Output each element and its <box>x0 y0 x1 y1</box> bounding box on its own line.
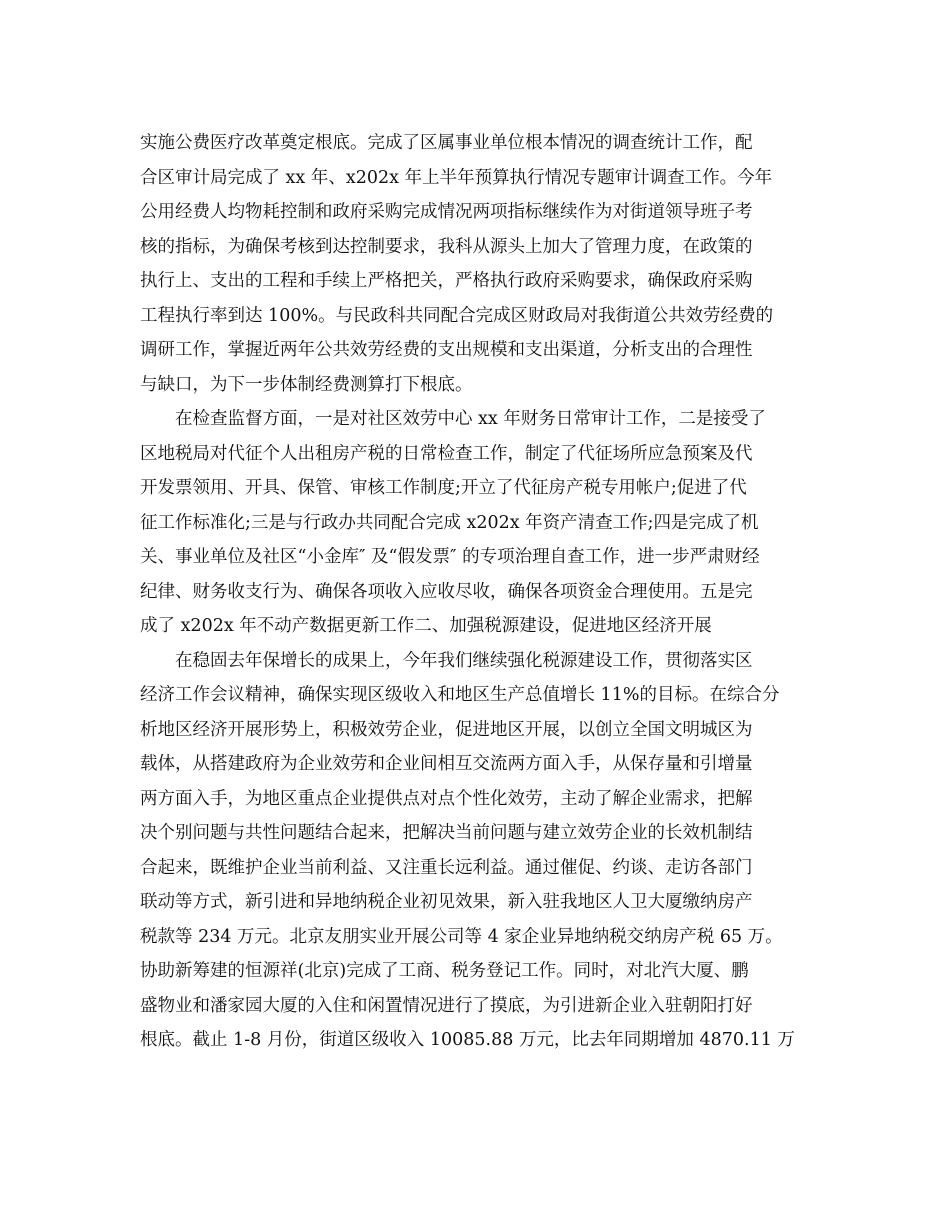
paragraph-2-line-7: 成了 x202x 年不动产数据更新工作二、加强税源建设，促进地区经济开展 <box>140 616 712 636</box>
paragraph-1-line-4: 核的指标，为确保考核到达控制要求，我科从源头上加大了管理力度，在政策的 <box>140 236 753 257</box>
paragraph-3-line-2: 经济工作会议精神，确保实现区级收入和地区生产总值增长 11%的目标。在综合分 <box>140 685 780 705</box>
paragraph-2-line-5: 关、事业单位及社区“小金库″ 及“假发票″ 的专项治理自查工作，进一步严肃财经 <box>140 547 760 567</box>
paragraph-1-line-2: 合区审计局完成了 xx 年、x202x 年上半年预算执行情况专题审计调查工作。今年 <box>140 167 773 188</box>
paragraph-3-line-6: 决个别问题与共性问题结合起来，把解决当前问题与建立效劳企业的长效机制结 <box>140 823 753 843</box>
paragraph-3-line-11: 盛物业和潘家园大厦的入住和闲置情况进行了摸底，为引进新企业入驻朝阳打好 <box>140 995 753 1016</box>
paragraph-3-line-12: 根底。截止 1-8 月份，街道区级收入 10085.88 万元，比去年同期增加 4870.11 万 <box>140 1030 795 1050</box>
paragraph-3-line-4: 载体，从搭建政府为企业效劳和企业间相互交流两方面入手，从保存量和引增量 <box>140 754 753 774</box>
paragraph-3-line-10: 协助新筹建的恒源祥(北京)完成了工商、税务登记工作。同时，对北汽大厦、鹏 <box>140 961 749 981</box>
paragraph-2-line-3: 开发票领用、开具、保管、审核工作制度;开立了代征房产税专用帐户;促进了代 <box>140 478 747 498</box>
paragraph-2-line-2: 区地税局对代征个人出租房产税的日常检查工作，制定了代征场所应急预案及代 <box>140 443 753 464</box>
paragraph-2-line-6: 纪律、财务收支行为、确保各项收入应收尽收，确保各项资金合理使用。五是完 <box>140 581 753 602</box>
paragraph-3-line-3: 析地区经济开展形势上，积极效劳企业，促进地区开展，以创立全国文明城区为 <box>140 719 753 740</box>
paragraph-3-line-8: 联动等方式，新引进和异地纳税企业初见效果，新入驻我地区人卫大厦缴纳房产 <box>140 892 753 912</box>
paragraph-1-line-6: 工程执行率到达 100%。与民政科共同配合完成区财政局对我街道公共效劳经费的 <box>140 305 774 326</box>
paragraph-3-line-7: 合起来，既维护企业当前利益、又注重长远利益。通过催促、约谈、走访各部门 <box>140 857 753 878</box>
paragraph-1-line-3: 公用经费人均物耗控制和政府采购完成情况两项指标继续作为对街道领导班子考 <box>140 202 753 222</box>
paragraph-3-line-5: 两方面入手，为地区重点企业提供点对点个性化效劳，主动了解企业需求，把解 <box>140 788 753 809</box>
document-body <box>140 126 810 1058</box>
paragraph-1-line-7: 调研工作，掌握近两年公共效劳经费的支出规模和支出渠道，分析支出的合理性 <box>140 340 753 360</box>
paragraph-2-line-4: 征工作标准化;三是与行政办共同配合完成 x202x 年资产清查工作;四是完成了机 <box>140 512 759 533</box>
paragraph-3-line-9: 税款等 234 万元。北京友朋实业开展公司等 4 家企业异地纳税交纳房产税 65 万。 <box>140 926 783 947</box>
paragraph-2-line-1: 在检查监督方面，一是对社区效劳中心 xx 年财务日常审计工作，二是接受了 <box>175 409 766 429</box>
paragraph-3-line-1: 在稳固去年保增长的成果上，今年我们继续强化税源建设工作，贯彻落实区 <box>175 650 753 671</box>
paragraph-1-line-8: 与缺口，为下一步体制经费测算打下根底。 <box>140 374 473 395</box>
paragraph-1-line-1: 实施公费医疗改革奠定根底。完成了区属事业单位根本情况的调查统计工作，配 <box>140 133 753 153</box>
paragraph-1-line-5: 执行上、支出的工程和手续上严格把关，严格执行政府采购要求，确保政府采购 <box>140 271 753 291</box>
